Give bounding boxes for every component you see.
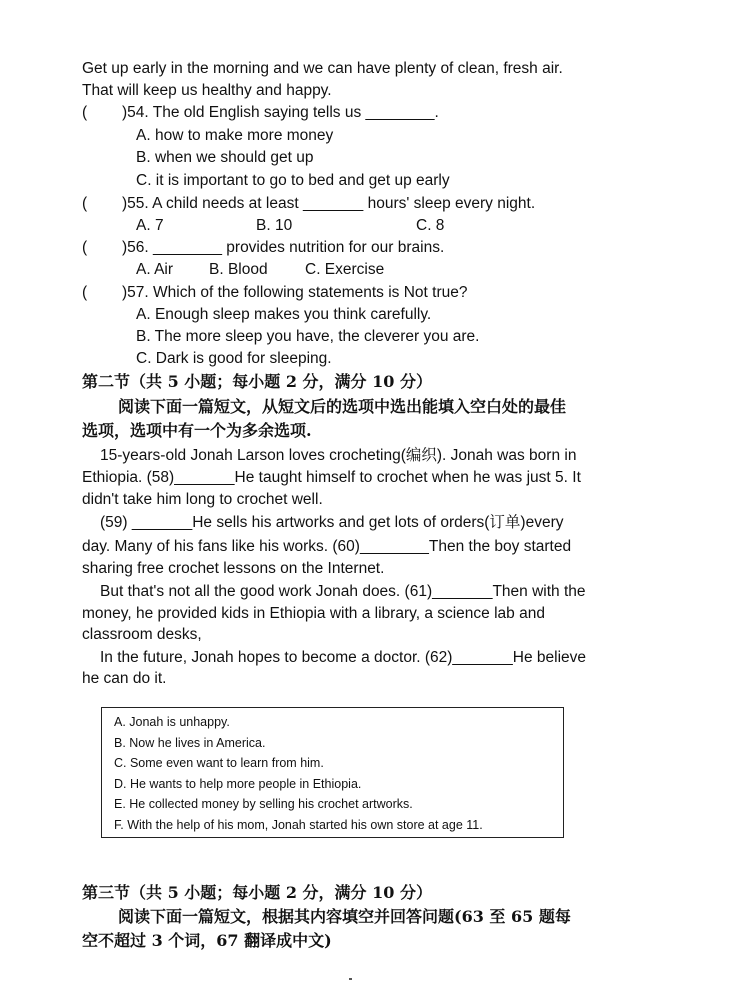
question-55-option-c: C. 8 — [416, 217, 445, 234]
question-57-option-c: C. Dark is good for sleeping. — [136, 350, 332, 367]
box-option-c: C. Some even want to learn from him. — [114, 756, 324, 770]
passage-line: sharing free crochet lessons on the Internet. — [82, 560, 385, 577]
question-54-option-a: A. how to make more money — [136, 127, 334, 144]
question-57-option-b: B. The more sleep you have, the cleverer you are. — [136, 328, 480, 345]
passage-line: day. Many of his fans like his works. (60)________Then the boy started — [82, 538, 572, 555]
passage-line: In the future, Jonah hopes to become a doctor. (62)_______He believe — [100, 649, 587, 666]
question-57-stem: )57. Which of the following statements is Not true? — [122, 284, 468, 301]
answer-paren-54: ( — [82, 104, 88, 121]
answer-paren-57: ( — [82, 284, 88, 301]
passage-line: didn't take him long to crochet well. — [82, 491, 323, 508]
intro-line-1: Get up early in the morning and we can have plenty of clean, fresh air. — [82, 60, 563, 77]
question-57-option-a: A. Enough sleep makes you think carefully. — [136, 306, 432, 323]
section-2-instruction-2: 选项，选项中有一个为多余选项. — [82, 421, 312, 440]
question-56-option-b: B. Blood — [209, 261, 268, 278]
question-54-stem: )54. The old English saying tells us ________. — [122, 104, 439, 121]
section-3-instruction-1: 阅读下面一篇短文，根据其内容填空并回答问题(63 至 65 题每 — [118, 907, 571, 926]
box-option-a: A. Jonah is unhappy. — [114, 715, 230, 729]
passage-line: But that's not all the good work Jonah does. (61)_______Then with the — [100, 583, 586, 600]
section-3-instruction-2: 空不超过 3 个词，67 翻译成中文) — [82, 931, 332, 950]
options-box — [101, 707, 564, 838]
box-option-f: F. With the help of his mom, Jonah started his own store at age 11. — [114, 818, 483, 832]
answer-paren-55: ( — [82, 195, 88, 212]
question-56-option-c: C. Exercise — [305, 261, 385, 278]
answer-paren-56: ( — [82, 239, 88, 256]
question-54-option-c: C. it is important to go to bed and get up early — [136, 172, 450, 189]
question-55-option-a: A. 7 — [136, 217, 164, 234]
passage-line: money, he provided kids in Ethiopia with a library, a science lab and — [82, 605, 545, 622]
question-56-option-a: A. Air — [136, 261, 174, 278]
box-option-b: B. Now he lives in America. — [114, 736, 266, 750]
passage-line: classroom desks, — [82, 626, 202, 643]
question-55-option-b: B. 10 — [256, 217, 293, 234]
section-3-heading: 第三节（共 5 小题；每小题 2 分，满分 10 分） — [82, 883, 432, 902]
section-2-instruction-1: 阅读下面一篇短文，从短文后的选项中选出能填入空白处的最佳 — [118, 397, 567, 416]
passage-line: (59) _______He sells his artworks and get lots of orders(订单)every — [100, 514, 564, 531]
box-option-d: D. He wants to help more people in Ethiopia. — [114, 777, 362, 791]
question-56-stem: )56. ________ provides nutrition for our brains. — [122, 239, 445, 256]
passage-line: Ethiopia. (58)_______He taught himself to crochet when he was just 5. It — [82, 469, 581, 486]
section-2-heading: 第二节（共 5 小题；每小题 2 分，满分 10 分） — [82, 372, 432, 391]
passage-line: he can do it. — [82, 670, 167, 687]
intro-line-2: That will keep us healthy and happy. — [82, 82, 332, 99]
scan-speck — [349, 978, 352, 980]
passage-line: 15-years-old Jonah Larson loves crocheting(编织). Jonah was born in — [100, 447, 577, 464]
box-option-e: E. He collected money by selling his crochet artworks. — [114, 797, 413, 811]
question-54-option-b: B. when we should get up — [136, 149, 314, 166]
question-55-stem: )55. A child needs at least _______ hours' sleep every night. — [122, 195, 536, 212]
